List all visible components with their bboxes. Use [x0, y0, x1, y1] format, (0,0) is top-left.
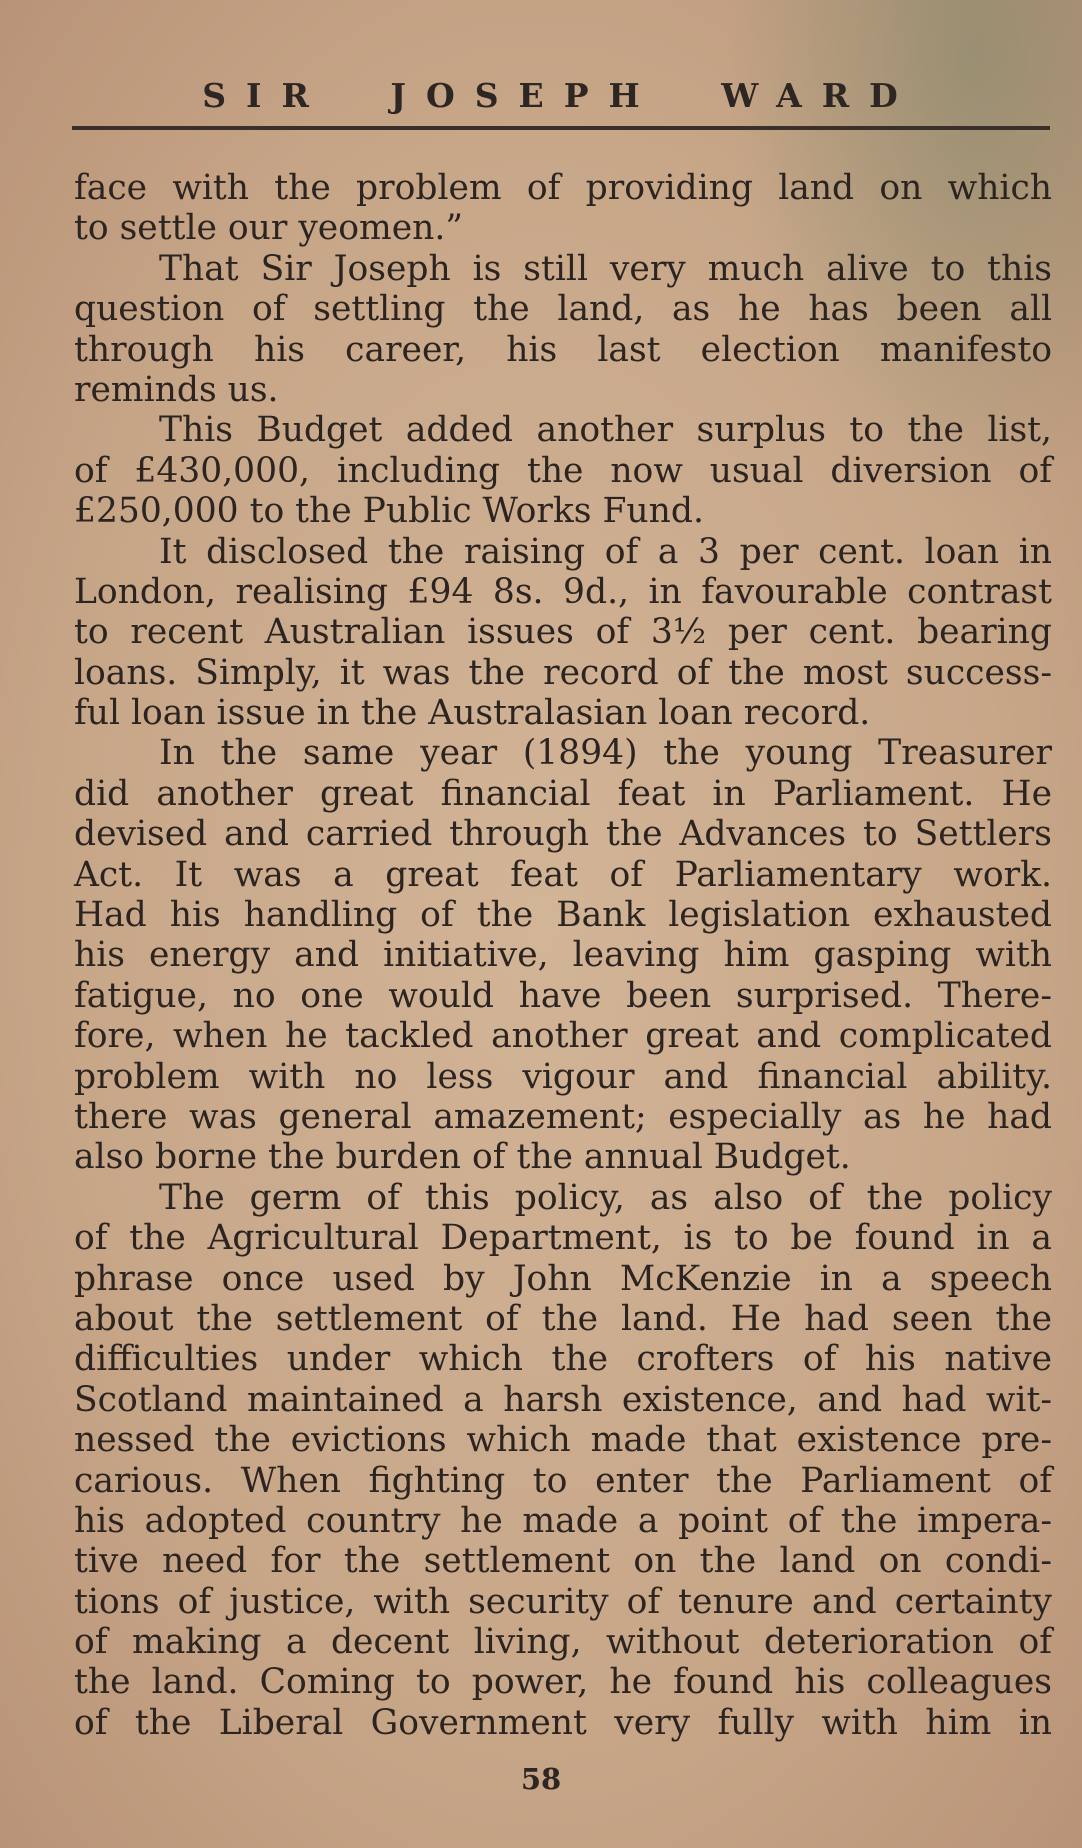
text-line: Act. It was a great feat of Parliamentary work. [74, 854, 1052, 895]
page-number: 58 [520, 1762, 562, 1796]
body-text [74, 168, 1052, 1743]
text-line: question of settling the land, as he has been all [74, 289, 1052, 330]
text-line: there was general amazement; especially as he had [74, 1096, 1052, 1137]
text-line: tions of justice, with security of tenure and certainty [74, 1581, 1052, 1622]
text-line: reminds us. [74, 369, 279, 410]
text-line: about the settlement of the land. He had seen the [74, 1298, 1052, 1339]
text-line: nessed the evictions which made that existence pre- [74, 1420, 1052, 1461]
text-line: did another great financial feat in Parliament. He [74, 773, 1052, 814]
text-line: of the Liberal Government very fully with him in [74, 1702, 1052, 1743]
text-line: In the same year (1894) the young Treasurer [159, 733, 1052, 774]
text-line: carious. When fighting to enter the Parliament of [74, 1460, 1052, 1501]
text-line: to recent Australian issues of 3½ per cent. bearing [74, 612, 1052, 653]
text-line: through his career, his last election manifesto [74, 329, 1052, 370]
text-line: Scotland maintained a harsh existence, and had wit- [74, 1379, 1052, 1420]
text-line: fatigue, no one would have been surprised. There- [74, 975, 1052, 1016]
text-line: tive need for the settlement on the land on condi- [74, 1541, 1052, 1582]
text-line: phrase once used by John McKenzie in a speech [74, 1258, 1052, 1299]
text-line: That Sir Joseph is still very much alive to this [159, 248, 1052, 289]
text-line: his adopted country he made a point of the impera- [74, 1500, 1052, 1541]
text-line: also borne the burden of the annual Budget. [74, 1137, 851, 1178]
text-line: This Budget added another surplus to the list, [159, 410, 1052, 451]
text-line: face with the problem of providing land on which [74, 168, 1052, 208]
text-line: to settle our yeomen.” [74, 208, 463, 249]
text-line: ful loan issue in the Australasian loan record. [74, 693, 871, 734]
text-line: Had his handling of the Bank legislation exhausted [74, 895, 1052, 936]
header-rule [72, 126, 1050, 130]
text-line: devised and carried through the Advances to Settlers [74, 814, 1052, 855]
text-line: of £430,000, including the now usual diversion of [74, 450, 1052, 491]
text-line: the land. Coming to power, he found his colleagues [74, 1662, 1052, 1703]
text-line: £250,000 to the Public Works Fund. [74, 491, 704, 532]
running-head: SIR JOSEPH WARD [202, 76, 918, 115]
text-line: loans. Simply, it was the record of the most success- [74, 652, 1052, 693]
text-line: difficulties under which the crofters of his native [74, 1339, 1052, 1380]
text-line: his energy and initiative, leaving him gasping with [74, 935, 1052, 976]
text-line: fore, when he tackled another great and complicated [74, 1016, 1052, 1057]
page-header [0, 70, 1082, 130]
text-line: of the Agricultural Department, is to be found in a [74, 1218, 1052, 1259]
text-line: London, realising £94 8s. 9d., in favourable contrast [74, 571, 1052, 612]
text-line: The germ of this policy, as also of the policy [159, 1177, 1052, 1218]
text-line: It disclosed the raising of a 3 per cent. loan in [159, 531, 1052, 572]
text-line: problem with no less vigour and financial ability. [74, 1056, 1052, 1097]
text-line: of making a decent living, without deterioration of [74, 1622, 1052, 1663]
